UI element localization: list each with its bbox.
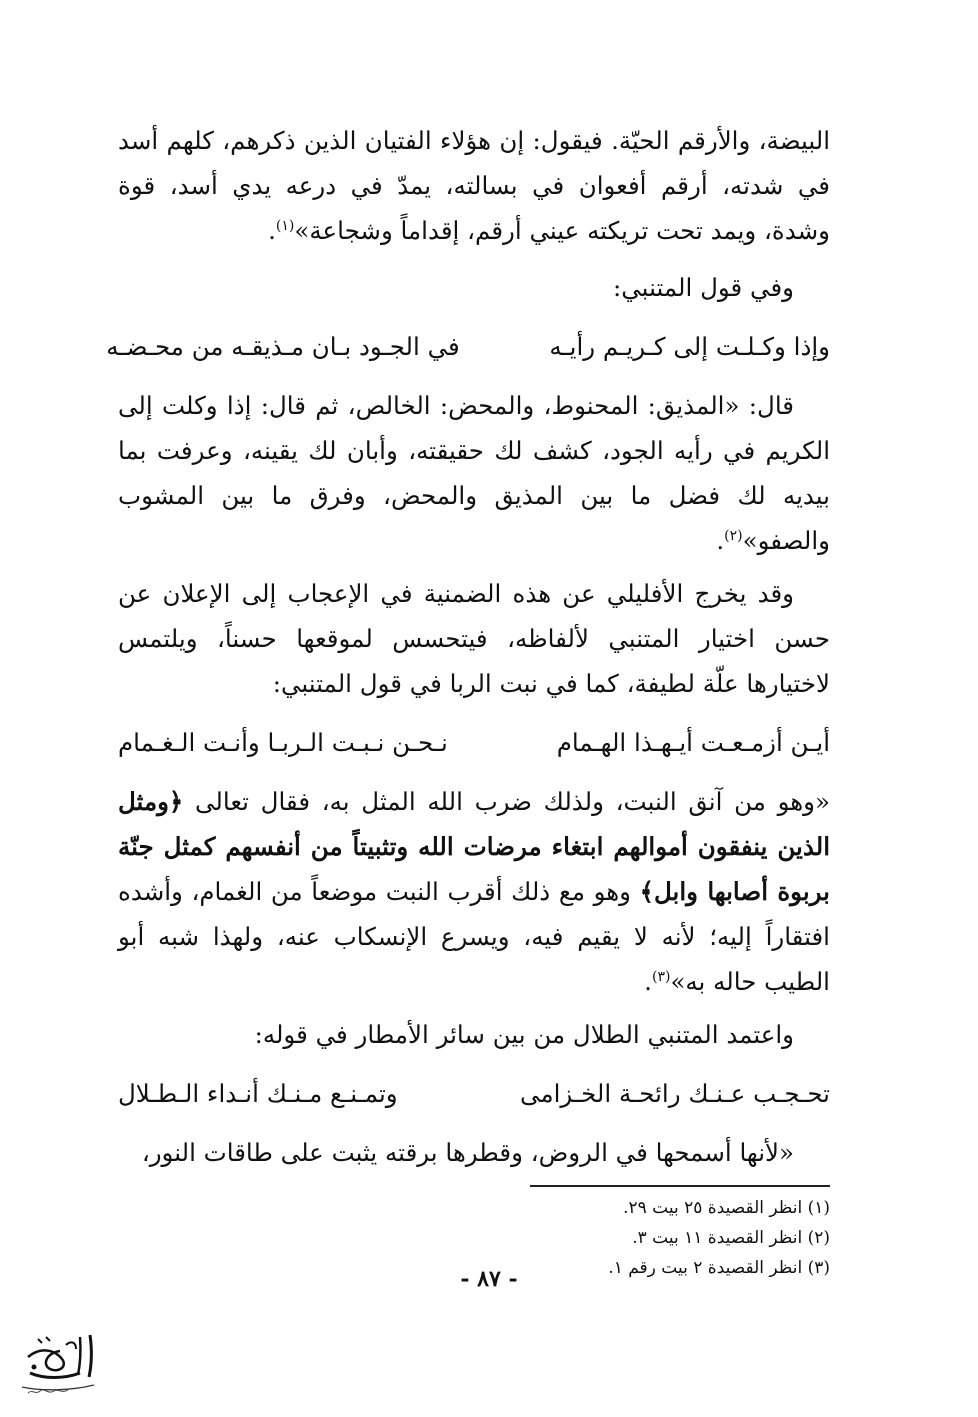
paragraph-1 <box>118 118 830 253</box>
verse-3-second-hemistich: وتمـنـع مـنـك أنـداء الـطـلال <box>118 1079 398 1108</box>
paragraph-5-period: . <box>644 967 652 996</box>
verse-3-first-hemistich: تحـجـب عـنـك رائحـة الخـزامى <box>520 1079 830 1108</box>
verse-1-second-hemistich: في الجـود بـان مـذيقـه من محـضـه <box>106 332 460 361</box>
paragraph-5 <box>118 779 830 1004</box>
verse-3 <box>118 1071 830 1116</box>
footnote-2: (٢) انظر القصيدة ١١ بيت ٣. <box>632 1228 830 1248</box>
quote-3-close: وهو مع ذلك أقرب النبت موضعاً من الغمام، وأشده افتقاراً إليه؛ لأنه لا يقيم فيه، ويسرع الإنسكاب عنه، ولهذا شبه أبو الطيب حاله به» <box>118 877 830 996</box>
paragraph-4: وقد يخرج الأفليلي عن هذه الضمنية في الإعجاب إلى الإعلان عن حسن اختيار المتنبي لألفاظه، فيتحسس لموقعها حسناً، ويلتمس لاختيارها علّة لطيفة، كما في نبت الربا في قول المتنبي: <box>118 579 830 698</box>
verse-2-second-hemistich: نـحـن نـبـت الـربـا وأنـت الـغـمام <box>118 728 448 757</box>
quran-verse: ﴿ومثل الذين ينفقون أموالهم ابتغاء مرضات الله وتثبيتاً من أنفسهم كمثل جنّة بربوة أصابها وابل﴾ <box>118 787 830 906</box>
footnote-1: (١) انظر القصيدة ٢٥ بيت ٢٩. <box>623 1198 830 1218</box>
paragraph-1-period: . <box>268 216 276 245</box>
verse-2 <box>118 720 830 765</box>
footnote-3: (٣) انظر القصيدة ٢ بيت رقم ١. <box>608 1258 830 1278</box>
page-body <box>106 118 830 1283</box>
footnote-ref-1[interactable]: (١) <box>275 217 295 234</box>
quote-3-open: «وهو من آنق النبت، ولذلك ضرب الله المثل به، فقال تعالى <box>183 787 830 816</box>
verse-1 <box>106 324 830 369</box>
footnote-ref-3[interactable]: (٣) <box>651 968 671 985</box>
paragraph-3-text: قال: «المذيق: المحنوط، والمحض: الخالص، ثم قال: إذا وكلت إلى الكريم في رأيه الجود، كشف لك حقيقته، وأبان لك يقينه، وعرفت بما بيديه لك فضل ما بين المذيق والمحض، وفرق ما بين المشوب والصفو» <box>118 391 830 555</box>
paragraph-3 <box>118 383 830 563</box>
verse-2-first-hemistich: أيـن أزمـعـت أيـهـذا الهـمام <box>556 728 830 757</box>
paragraph-3-period: . <box>716 526 725 555</box>
footnote-ref-2[interactable]: (٢) <box>724 527 743 544</box>
verse-1-first-hemistich: وإذا وكـلـت إلى كـريـم رأيـه <box>549 332 830 361</box>
paragraph-7: «لأنها أسمحها في الروض، وقطرها برقته يثبت على طاقات النور، <box>141 1138 794 1167</box>
publisher-logo <box>10 1327 100 1399</box>
paragraph-2: وفي قول المتنبي: <box>613 273 794 302</box>
paragraph-6: واعتمد المتنبي الطلال من بين سائر الأمطار في قوله: <box>254 1020 794 1049</box>
paragraph-1-text: البيضة، والأرقم الحيّة. فيقول: إن هؤلاء الفتيان الذين ذكرهم، كلهم أسد في شدته، أرقم أفعوان في بسالته، يمدّ في درعه يدي أسد، قوة وشدة، ويمد تحت تريكته عيني أرقم، إقداماً وشجاعة» <box>118 126 830 245</box>
page-number: - ٨٧ - <box>460 1266 518 1292</box>
